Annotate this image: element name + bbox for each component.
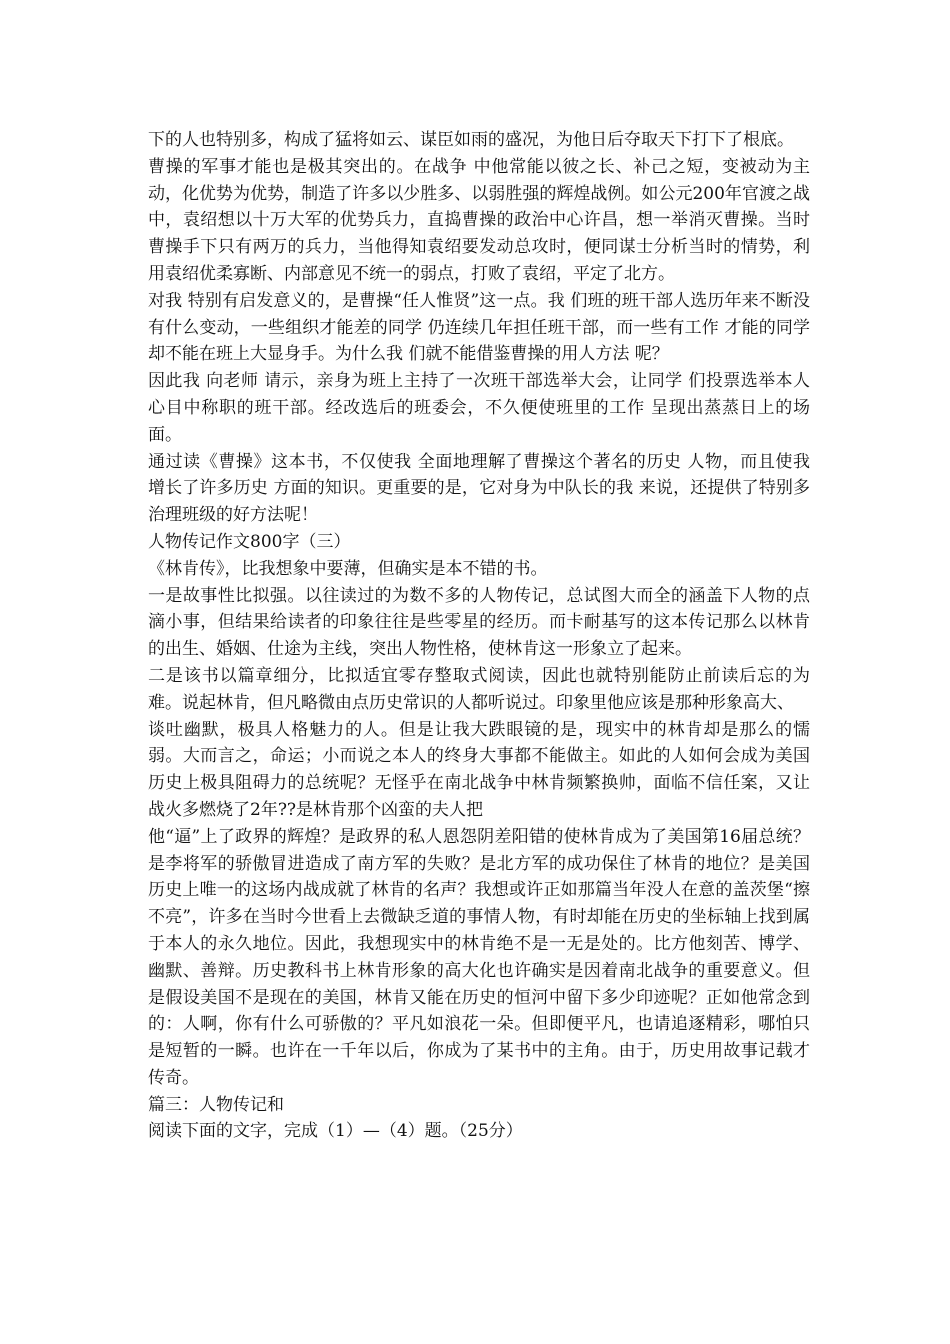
paragraph-class-election: 因此我 向老师 请示，亲身为班上主持了一次班干部选举大会，让同学 们投票选举本人 心目中称职的班干部。经改选后的班委会，不久便使班里的工作 呈现出蒸蒸日上的场面。 <box>148 371 810 445</box>
paragraph-lincoln-point-two: 二是该书以篇章细分，比拟适宜零存整取式阅读，因此也就特别能防止前读后忘的为难。说起林肯，但凡略微由点历史常识的人都听说过。印象里他应该是那种形象高大、 <box>148 665 810 713</box>
paragraph-cao-cao-talent-pool: 下的人也特别多，构成了猛将如云、谋臣如雨的盛况，为他日后夺取天下打下了根底。 <box>148 130 794 150</box>
paragraph-cao-cao-military: 曹操的军事才能也是极其突出的。在战争 中他常能以彼之长、补己之短，变被动为主动，化优势为优势，制造了许多以少胜多、以弱胜强的辉煌战例。如公元200年官渡之战中，袁绍想以十万大军的优势兵力，直捣曹操的政治中心许昌，想一举消灭曹操。当时曹操手下只有两万的兵力，当他得知袁绍要发动总攻时，便同谋士分析当时的情势，利用袁绍优柔寡断、内部意见不统一的弱点，打败了袁绍，平定了北方。 <box>148 156 810 284</box>
section-heading-part-three: 篇三：人物传记和 <box>148 1094 284 1115</box>
paragraph-lincoln-history: 他“逼”上了政界的辉煌？是政界的私人恩怨阴差阳错的使林肯成为了美国第16届总统？是李将军的骄傲冒进造成了南方军的失败？是北方军的成功保住了林肯的地位？是美国历史上唯一的这场内战成就了林肯的名声？我想或许正如那篇当年没人在意的盖茨堡“擦不亮”，许多在当时今世看上去微缺乏道的事情人物，有时却能在历史的坐标轴上找到属于本人的永久地位。因此，我想现实中的林肯绝不是一无是处的。比方他刻苦、博学、幽默、善辩。历史教科书上林肯形象的高大化也许确实是因着南北战争的重要意义。但是假设美国不是现在的美国，林肯又能在历史的恒河中留下多少印迹呢？正如他常念到的：人啊，你有什么可骄傲的？平凡如浪花一朵。但即便平凡，也请追逐精彩，哪怕只是短暂的一瞬。也许在一千年以后，你成为了某书中的主角。由于，历史用故事记载才传奇。 <box>148 826 810 1088</box>
reading-instruction: 阅读下面的文字，完成（1）—（4）题。（25分） <box>148 1121 523 1142</box>
paragraph-reading-summary: 通过读《曹操》这本书，不仅使我 全面地理解了曹操这个著名的历史 人物，而且使我 增长了许多历史 方面的知识。更重要的是，它对身为中队长的我 来说，还提供了特别多治理班级的好方法呢！ <box>148 451 810 526</box>
paragraph-merit-inspiration: 对我 特别有启发意义的，是曹操“任人惟贤”这一点。我 们班的班干部人选历年来不断没有什么变动，一些组织才能差的同学 仍连续几年担任班干部，而一些有工作 才能的同学 却不能在班上大显身手。为什么我 们就不能借鉴曹操的用人方法 呢？ <box>148 290 810 365</box>
paragraph-lincoln-point-one: 一是故事性比拟强。以往读过的为数不多的人物传记，总试图大而全的涵盖下人物的点滴小事，但结果给读者的印象往往是些零星的经历。而卡耐基写的这本传记那么以林肯的出生、婚姻、仕途为主线，突出人物性格，使林肯这一形象立了起来。 <box>148 585 810 660</box>
section-heading-essay-three: 人物传记作文800字（三） <box>148 531 351 552</box>
document-body <box>148 127 810 1145</box>
paragraph-lincoln-intro: 《林肯传》，比我想象中要薄，但确实是本不错的书。 <box>148 558 548 579</box>
paragraph-lincoln-character: 谈吐幽默，极具人格魅力的人。但是让我大跌眼镜的是，现实中的林肯却是那么的懦弱。大而言之，命运；小而说之本人的终身大事都不能做主。如此的人如何会成为美国历史上极具阻碍力的总统呢？无怪乎在南北战争中林肯频繁换帅，面临不信任案，又让战火多燃烧了2年??是林肯那个凶蛮的夫人把 <box>148 719 810 820</box>
